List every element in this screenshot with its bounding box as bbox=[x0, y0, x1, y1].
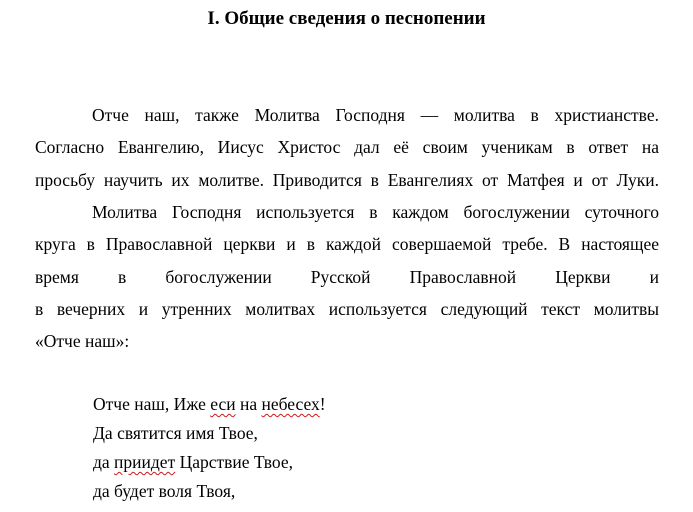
paragraph-line: просьбу научить их молитве. Приводится в Евангелиях от Матфея и от Луки. bbox=[35, 169, 659, 190]
prayer-line: Да святится имя Твое, bbox=[93, 423, 258, 443]
paragraph-line: Согласно Евангелию, Иисус Христос дал её своим ученикам в ответ на bbox=[35, 137, 659, 158]
paragraph-line: время в богослужении Русской Православной Церкви и bbox=[35, 266, 659, 287]
spellcheck-flagged-word[interactable]: небесех bbox=[261, 394, 320, 414]
prayer-text-fragment: да bbox=[93, 452, 115, 472]
paragraph-line: Молитва Господня используется в каждом богослужении суточного bbox=[92, 202, 659, 222]
prayer-line: да будет воля Твоя, bbox=[93, 481, 236, 501]
prayer-text-fragment: на bbox=[235, 394, 262, 414]
paragraph-line: в вечерних и утренних молитвах используется следующий текст молитвы bbox=[35, 298, 659, 319]
paragraph-usage bbox=[35, 196, 659, 357]
prayer-text-fragment: Царствие Твое, bbox=[175, 452, 294, 472]
paragraph-line: Отче наш, также Молитва Господня — молитва в христианстве. bbox=[92, 105, 659, 125]
spellcheck-flagged-word[interactable]: приидет bbox=[114, 452, 176, 472]
paragraph-intro bbox=[35, 99, 659, 196]
section-heading: I. Общие сведения о песнопении bbox=[207, 8, 486, 29]
prayer-text bbox=[93, 390, 326, 506]
paragraph-line: круга в Православной церкви и в каждой совершаемой требе. В настоящее bbox=[35, 234, 659, 255]
paragraph-line: «Отче наш»: bbox=[35, 331, 130, 352]
prayer-text-fragment: ! bbox=[319, 394, 326, 414]
spellcheck-flagged-word[interactable]: еси bbox=[210, 394, 236, 414]
prayer-line bbox=[93, 390, 326, 419]
prayer-line bbox=[93, 448, 326, 477]
prayer-text-fragment: Отче наш, Иже bbox=[93, 394, 211, 414]
